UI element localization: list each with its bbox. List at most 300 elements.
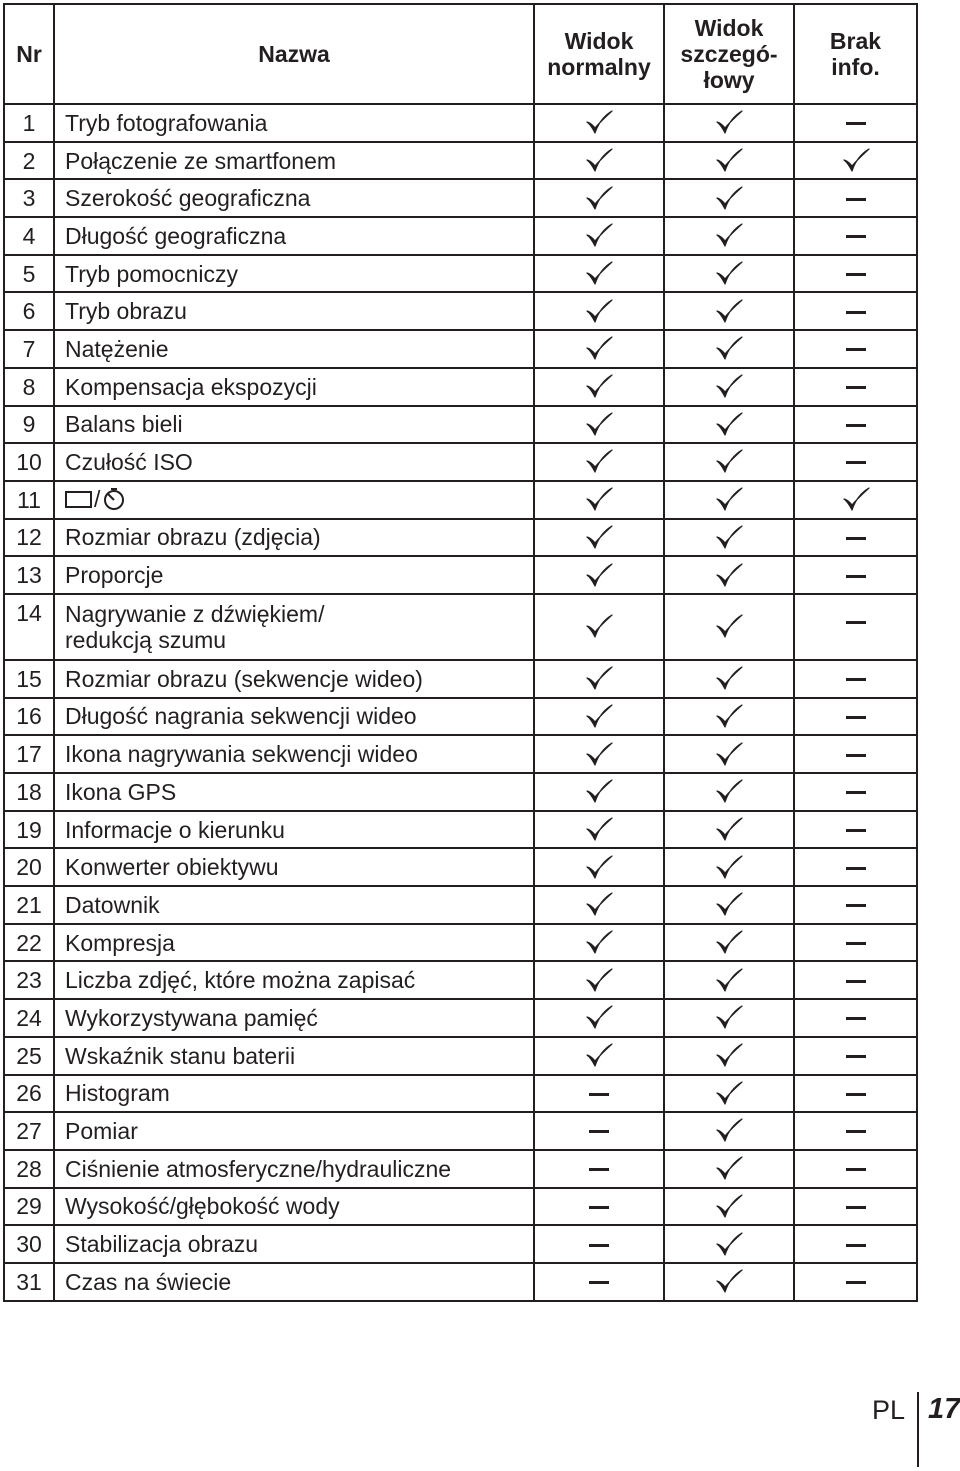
mark-no-info — [794, 330, 917, 368]
dash-glyph — [846, 1130, 866, 1133]
check-icon — [714, 703, 744, 731]
mark-normal-view — [534, 773, 664, 811]
mark-no-info — [794, 481, 917, 519]
check-icon — [714, 335, 744, 363]
check-glyph — [714, 891, 744, 919]
row-name: Pomiar — [54, 1112, 534, 1150]
check-glyph — [714, 967, 744, 995]
check-icon — [714, 741, 744, 769]
mark-detailed-view — [664, 773, 794, 811]
row-number: 2 — [4, 142, 54, 180]
mark-no-info — [794, 179, 917, 217]
check-icon — [584, 411, 614, 439]
check-glyph — [584, 448, 614, 476]
check-icon — [714, 854, 744, 882]
check-icon — [714, 891, 744, 919]
check-glyph — [584, 147, 614, 175]
check-glyph — [714, 778, 744, 806]
row-name — [54, 594, 534, 660]
mark-no-info — [794, 961, 917, 999]
mark-detailed-view — [664, 594, 794, 660]
dash-glyph — [589, 1206, 609, 1209]
row-name: Długość nagrania sekwencji wideo — [54, 698, 534, 736]
check-glyph — [584, 562, 614, 590]
dash-icon — [846, 524, 866, 552]
check-glyph — [584, 741, 614, 769]
dash-icon — [846, 185, 866, 213]
dash-icon — [846, 298, 866, 326]
row-name: Połączenie ze smartfonem — [54, 142, 534, 180]
row-number: 19 — [4, 811, 54, 849]
check-icon — [714, 524, 744, 552]
mark-detailed-view — [664, 886, 794, 924]
check-glyph — [714, 147, 744, 175]
check-icon — [714, 147, 744, 175]
row-number: 30 — [4, 1225, 54, 1263]
header-nr — [4, 4, 54, 104]
dash-glyph — [846, 867, 866, 870]
table-row — [4, 924, 917, 962]
row-name: Wskaźnik stanu baterii — [54, 1037, 534, 1075]
dash-glyph — [846, 1206, 866, 1209]
row-name: Szerokość geograficzna — [54, 179, 534, 217]
dash-glyph — [846, 311, 866, 314]
mark-no-info — [794, 217, 917, 255]
mark-no-info — [794, 1188, 917, 1226]
check-glyph — [714, 741, 744, 769]
row-name: Natężenie — [54, 330, 534, 368]
dash-glyph — [846, 461, 866, 464]
check-glyph — [841, 147, 871, 175]
check-icon — [714, 929, 744, 957]
check-glyph — [714, 524, 744, 552]
dash-icon — [846, 1004, 866, 1032]
table-row — [4, 330, 917, 368]
mark-normal-view — [534, 1263, 664, 1301]
mark-detailed-view — [664, 1263, 794, 1301]
check-icon — [584, 222, 614, 250]
header-name-label: Nazwa — [258, 41, 330, 67]
header-detail-line1: Widok — [694, 15, 764, 41]
mark-no-info — [794, 1112, 917, 1150]
row-name: Kompresja — [54, 924, 534, 962]
table-row — [4, 368, 917, 406]
check-glyph — [584, 665, 614, 693]
dash-glyph — [846, 1055, 866, 1058]
row-number: 16 — [4, 698, 54, 736]
check-glyph — [714, 373, 744, 401]
check-icon — [714, 1117, 744, 1145]
mark-normal-view — [534, 1225, 664, 1263]
row-number: 29 — [4, 1188, 54, 1226]
dash-glyph — [589, 1168, 609, 1171]
check-icon — [714, 222, 744, 250]
dash-icon — [846, 562, 866, 590]
mark-no-info — [794, 292, 917, 330]
dash-icon — [846, 1231, 866, 1259]
check-icon — [584, 486, 614, 514]
check-icon — [714, 1231, 744, 1259]
dash-glyph — [846, 386, 866, 389]
header-normal-line2: normalny — [547, 54, 651, 80]
mark-detailed-view — [664, 406, 794, 444]
row-name: Balans bieli — [54, 406, 534, 444]
check-glyph — [714, 298, 744, 326]
header-detailed-view — [664, 4, 794, 104]
row-number: 12 — [4, 519, 54, 557]
check-glyph — [714, 562, 744, 590]
check-glyph — [584, 298, 614, 326]
mark-no-info — [794, 811, 917, 849]
mark-normal-view — [534, 660, 664, 698]
dash-glyph — [589, 1244, 609, 1247]
mark-normal-view — [534, 1150, 664, 1188]
dash-glyph — [846, 980, 866, 983]
mark-no-info — [794, 443, 917, 481]
header-none-line1: Brak — [829, 28, 882, 54]
check-icon — [584, 562, 614, 590]
mark-normal-view — [534, 217, 664, 255]
mark-detailed-view — [664, 1075, 794, 1113]
row-number: 25 — [4, 1037, 54, 1075]
table-row — [4, 594, 917, 660]
mark-normal-view — [534, 481, 664, 519]
check-glyph — [714, 1042, 744, 1070]
mark-normal-view — [534, 594, 664, 660]
mark-no-info — [794, 698, 917, 736]
mark-normal-view — [534, 811, 664, 849]
dash-icon — [846, 109, 866, 137]
row-name: Długość geograficzna — [54, 217, 534, 255]
dash-icon — [846, 967, 866, 995]
row-number: 26 — [4, 1075, 54, 1113]
table-row — [4, 519, 917, 557]
check-icon — [584, 891, 614, 919]
mark-normal-view — [534, 519, 664, 557]
header-nr-label: Nr — [16, 41, 42, 67]
table-row — [4, 886, 917, 924]
check-glyph — [714, 1004, 744, 1032]
row-name: Czas na świecie — [54, 1263, 534, 1301]
row-name: Ikona GPS — [54, 773, 534, 811]
check-icon — [714, 260, 744, 288]
table-row — [4, 698, 917, 736]
dash-glyph — [846, 942, 866, 945]
dash-icon — [846, 222, 866, 250]
dash-glyph — [846, 904, 866, 907]
row-name: Rozmiar obrazu (zdjęcia) — [54, 519, 534, 557]
mark-no-info — [794, 735, 917, 773]
row-number: 5 — [4, 255, 54, 293]
check-glyph — [714, 1193, 744, 1221]
table-row — [4, 660, 917, 698]
header-normal-line1: Widok — [564, 28, 634, 54]
mark-no-info — [794, 1225, 917, 1263]
mark-normal-view — [534, 961, 664, 999]
mark-no-info — [794, 142, 917, 180]
row-number: 10 — [4, 443, 54, 481]
check-glyph — [714, 222, 744, 250]
row-number: 14 — [4, 594, 54, 660]
dash-glyph — [589, 1093, 609, 1096]
dash-icon — [589, 1268, 609, 1296]
check-icon — [841, 486, 871, 514]
row-number: 20 — [4, 848, 54, 886]
check-glyph — [584, 967, 614, 995]
dash-glyph — [846, 348, 866, 351]
table-row — [4, 735, 917, 773]
dash-icon — [589, 1193, 609, 1221]
table-row — [4, 142, 917, 180]
mark-detailed-view — [664, 519, 794, 557]
check-icon — [714, 185, 744, 213]
mark-no-info — [794, 660, 917, 698]
check-glyph — [714, 1268, 744, 1296]
dash-icon — [846, 929, 866, 957]
mark-no-info — [794, 999, 917, 1037]
table-body — [4, 104, 917, 1301]
dash-glyph — [846, 678, 866, 681]
check-glyph — [584, 929, 614, 957]
check-icon — [584, 147, 614, 175]
dash-glyph — [589, 1130, 609, 1133]
check-icon — [584, 967, 614, 995]
dash-icon — [846, 816, 866, 844]
mark-normal-view — [534, 292, 664, 330]
check-glyph — [584, 524, 614, 552]
row-number: 28 — [4, 1150, 54, 1188]
table-row — [4, 773, 917, 811]
dash-glyph — [846, 754, 866, 757]
row-name: Informacje o kierunku — [54, 811, 534, 849]
mark-detailed-view — [664, 481, 794, 519]
mark-normal-view — [534, 1112, 664, 1150]
row-number: 1 — [4, 104, 54, 142]
row-name-separator: / — [94, 486, 101, 513]
row-name: Histogram — [54, 1075, 534, 1113]
mark-detailed-view — [664, 292, 794, 330]
mark-detailed-view — [664, 1150, 794, 1188]
check-icon — [714, 613, 744, 641]
dash-icon — [589, 1155, 609, 1183]
row-name: Ciśnienie atmosferyczne/hydrauliczne — [54, 1150, 534, 1188]
table-row — [4, 1037, 917, 1075]
dash-icon — [846, 608, 866, 636]
dash-icon — [846, 1042, 866, 1070]
row-name: Tryb fotografowania — [54, 104, 534, 142]
check-glyph — [584, 411, 614, 439]
table-row — [4, 1150, 917, 1188]
row-name-line2: redukcją szumu — [65, 626, 227, 653]
row-number: 31 — [4, 1263, 54, 1301]
check-glyph — [584, 778, 614, 806]
check-icon — [584, 109, 614, 137]
mark-no-info — [794, 773, 917, 811]
row-number: 17 — [4, 735, 54, 773]
check-glyph — [584, 109, 614, 137]
check-icon — [584, 185, 614, 213]
mark-no-info — [794, 406, 917, 444]
footer-divider — [917, 1392, 919, 1467]
dash-glyph — [846, 424, 866, 427]
check-glyph — [714, 929, 744, 957]
check-icon — [714, 665, 744, 693]
single-shot-icon — [65, 491, 92, 508]
check-icon — [714, 778, 744, 806]
mark-normal-view — [534, 368, 664, 406]
mark-detailed-view — [664, 330, 794, 368]
mark-detailed-view — [664, 1037, 794, 1075]
row-name: Wysokość/głębokość wody — [54, 1188, 534, 1226]
row-name: Kompensacja ekspozycji — [54, 368, 534, 406]
mark-normal-view — [534, 999, 664, 1037]
mark-no-info — [794, 519, 917, 557]
row-number: 13 — [4, 556, 54, 594]
header-no-info — [794, 4, 917, 104]
dash-icon — [846, 891, 866, 919]
table-row — [4, 961, 917, 999]
check-icon — [584, 373, 614, 401]
dash-icon — [846, 1268, 866, 1296]
check-icon — [714, 411, 744, 439]
row-name-line1: Nagrywanie z dźwiękiem/ — [65, 600, 325, 627]
dash-icon — [846, 260, 866, 288]
table-row — [4, 443, 917, 481]
dash-glyph — [846, 122, 866, 125]
dash-glyph — [846, 1281, 866, 1284]
mark-normal-view — [534, 255, 664, 293]
dash-icon — [589, 1231, 609, 1259]
header-none-line2: info. — [831, 54, 880, 80]
mark-no-info — [794, 556, 917, 594]
mark-no-info — [794, 1037, 917, 1075]
mark-normal-view — [534, 924, 664, 962]
table-row — [4, 1225, 917, 1263]
mark-detailed-view — [664, 142, 794, 180]
check-glyph — [714, 703, 744, 731]
row-number: 3 — [4, 179, 54, 217]
row-number: 4 — [4, 217, 54, 255]
check-glyph — [584, 1042, 614, 1070]
mark-no-info — [794, 886, 917, 924]
header-normal-view — [534, 4, 664, 104]
row-number: 18 — [4, 773, 54, 811]
row-name — [54, 481, 534, 519]
mark-detailed-view — [664, 735, 794, 773]
header-detail-line2: szczegó- — [680, 41, 778, 67]
check-glyph — [584, 703, 614, 731]
mark-normal-view — [534, 179, 664, 217]
mark-detailed-view — [664, 848, 794, 886]
table-row — [4, 255, 917, 293]
dash-icon — [846, 1193, 866, 1221]
mark-no-info — [794, 255, 917, 293]
row-number: 8 — [4, 368, 54, 406]
check-glyph — [584, 1004, 614, 1032]
check-icon — [714, 967, 744, 995]
dash-glyph — [846, 537, 866, 540]
dash-icon — [846, 741, 866, 769]
dash-glyph — [846, 1093, 866, 1096]
header-detail-line3: łowy — [703, 67, 755, 93]
dash-glyph — [846, 716, 866, 719]
table-row — [4, 179, 917, 217]
table-row — [4, 104, 917, 142]
table-row — [4, 811, 917, 849]
table-row — [4, 1188, 917, 1226]
row-number: 6 — [4, 292, 54, 330]
header-name — [54, 4, 534, 104]
check-icon — [584, 260, 614, 288]
check-icon — [714, 448, 744, 476]
check-icon — [714, 373, 744, 401]
dash-icon — [589, 1117, 609, 1145]
dash-icon — [846, 335, 866, 363]
check-glyph — [714, 335, 744, 363]
check-glyph — [714, 411, 744, 439]
row-number: 7 — [4, 330, 54, 368]
check-icon — [584, 929, 614, 957]
mark-normal-view — [534, 1188, 664, 1226]
dash-glyph — [846, 791, 866, 794]
mark-detailed-view — [664, 999, 794, 1037]
mark-no-info — [794, 1150, 917, 1188]
mark-detailed-view — [664, 1188, 794, 1226]
row-number: 24 — [4, 999, 54, 1037]
check-glyph — [584, 335, 614, 363]
mark-no-info — [794, 1263, 917, 1301]
display-info-table — [3, 3, 918, 1302]
check-icon — [584, 613, 614, 641]
check-glyph — [714, 613, 744, 641]
table-row — [4, 1075, 917, 1113]
dash-glyph — [846, 829, 866, 832]
row-number: 27 — [4, 1112, 54, 1150]
check-icon — [714, 1004, 744, 1032]
check-icon — [584, 816, 614, 844]
dash-icon — [846, 1117, 866, 1145]
row-name: Tryb obrazu — [54, 292, 534, 330]
row-name: Proporcje — [54, 556, 534, 594]
check-icon — [714, 1268, 744, 1296]
check-glyph — [584, 613, 614, 641]
check-glyph — [714, 1117, 744, 1145]
mark-normal-view — [534, 443, 664, 481]
mark-detailed-view — [664, 1112, 794, 1150]
check-icon — [584, 703, 614, 731]
row-name: Rozmiar obrazu (sekwencje wideo) — [54, 660, 534, 698]
row-name: Czułość ISO — [54, 443, 534, 481]
dash-icon — [846, 854, 866, 882]
mark-normal-view — [534, 104, 664, 142]
check-icon — [714, 486, 744, 514]
dash-glyph — [589, 1281, 609, 1284]
mark-normal-view — [534, 1075, 664, 1113]
check-glyph — [714, 816, 744, 844]
check-icon — [584, 1042, 614, 1070]
check-glyph — [841, 486, 871, 514]
check-icon — [584, 665, 614, 693]
dash-icon — [846, 703, 866, 731]
mark-normal-view — [534, 698, 664, 736]
row-number: 22 — [4, 924, 54, 962]
check-glyph — [584, 373, 614, 401]
mark-detailed-view — [664, 924, 794, 962]
check-glyph — [714, 109, 744, 137]
page-number: 17 — [928, 1393, 960, 1425]
row-name: Tryb pomocniczy — [54, 255, 534, 293]
mark-detailed-view — [664, 660, 794, 698]
